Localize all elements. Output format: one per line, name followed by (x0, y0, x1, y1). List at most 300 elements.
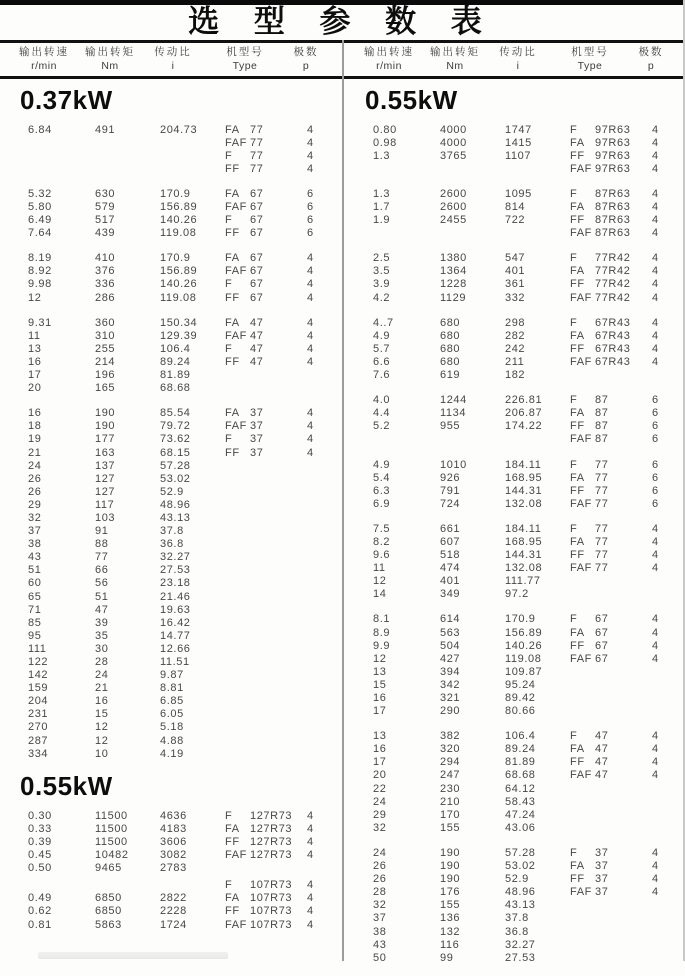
cell-type-model: 67R43 (595, 342, 631, 355)
cell-poles: 4 (652, 278, 659, 291)
cell-poles: 4 (652, 136, 659, 149)
cell-ratio: 1107 (505, 149, 532, 162)
cell-speed: 231 (28, 708, 49, 721)
cell-speed: 5.2 (373, 420, 391, 433)
cell-torque: 342 (440, 678, 461, 691)
table-row (345, 329, 685, 342)
right-column (345, 80, 685, 976)
cell-type-model: 77R42 (595, 291, 631, 304)
cell-type-model: 77 (250, 149, 264, 162)
cell-speed: 5.7 (373, 342, 391, 355)
table-row (0, 123, 343, 136)
cell-poles: 4 (307, 849, 314, 862)
cell-torque: 4000 (440, 136, 467, 149)
cell-poles: 4 (652, 291, 659, 304)
cell-poles: 4 (307, 420, 314, 433)
cell-poles: 6 (307, 201, 314, 214)
cell-speed: 12 (373, 575, 387, 588)
table-row (345, 420, 685, 433)
cell-torque: 137 (95, 459, 116, 472)
cell-poles: 4 (652, 123, 659, 136)
cell-ratio: 53.02 (505, 860, 536, 873)
table-row (0, 420, 343, 433)
cell-type-model: 107R73 (250, 905, 293, 918)
cell-speed: 8.92 (28, 265, 52, 278)
cell-ratio: 547 (505, 252, 526, 265)
cell-torque: 91 (95, 525, 109, 538)
table-row (345, 562, 685, 575)
row-group (0, 809, 343, 874)
cell-type-model: 97R63 (595, 136, 631, 149)
cell-type-model: 67 (250, 214, 264, 227)
cell-poles: 4 (307, 123, 314, 136)
table-row (0, 809, 343, 822)
table-row (345, 730, 685, 743)
cell-type-prefix: FAF (225, 329, 247, 342)
table-row (0, 200, 343, 213)
cell-poles: 6 (652, 420, 659, 433)
cell-speed: 4.0 (373, 394, 391, 407)
cell-torque: 579 (95, 201, 116, 214)
cell-speed: 32 (373, 821, 387, 834)
cell-ratio: 361 (505, 278, 526, 291)
cell-type-prefix: FAF (570, 497, 592, 510)
cell-torque: 11500 (95, 835, 128, 848)
cell-speed: 334 (28, 747, 49, 760)
cell-type-prefix: F (225, 214, 233, 227)
cell-poles: 4 (652, 613, 659, 626)
cell-ratio: 211 (505, 355, 525, 368)
table-row (345, 535, 685, 548)
cell-type-model: 77R42 (595, 265, 631, 278)
table-row (0, 369, 343, 382)
table-row (0, 342, 343, 355)
col-header-poles-unit: p (647, 60, 655, 72)
table-row (0, 459, 343, 472)
cell-torque: 190 (95, 407, 116, 420)
cell-poles: 4 (652, 265, 659, 278)
table-row (0, 329, 343, 342)
col-header-type-unit: Type (577, 60, 603, 72)
cell-type-model: 97R63 (595, 162, 631, 175)
table-row (345, 588, 685, 601)
cell-poles: 4 (307, 433, 314, 446)
cell-ratio: 16.42 (160, 616, 191, 629)
cell-type-prefix: FA (570, 407, 585, 420)
cell-type-model: 87 (595, 407, 609, 420)
cell-type-prefix: F (225, 278, 233, 291)
table-row (0, 291, 343, 304)
cell-speed: 13 (373, 665, 387, 678)
cell-torque: 680 (440, 355, 461, 368)
cell-speed: 18 (28, 420, 42, 433)
cell-torque: 155 (440, 821, 461, 834)
cell-torque: 4000 (440, 123, 467, 136)
cell-ratio: 401 (505, 265, 526, 278)
cell-type-model: 77 (595, 562, 609, 575)
cell-speed: 7.64 (28, 227, 52, 240)
cell-speed: 1.3 (373, 187, 391, 200)
cell-ratio: 19.63 (160, 603, 191, 616)
cell-type-prefix: F (570, 187, 578, 200)
cell-ratio: 226.81 (505, 394, 543, 407)
cell-speed: 5.32 (28, 187, 52, 200)
cell-poles: 6 (307, 187, 314, 200)
cell-ratio: 204.73 (160, 123, 198, 136)
cell-torque: 163 (95, 446, 116, 459)
cell-ratio: 1095 (505, 187, 532, 200)
col-header-ratio (487, 45, 549, 73)
cell-torque: 6850 (95, 892, 122, 905)
table-row (0, 214, 343, 227)
table-row (345, 743, 685, 756)
table-row (345, 691, 685, 704)
col-header-torque (421, 45, 489, 73)
cell-poles: 6 (307, 214, 314, 227)
cell-ratio: 168.95 (505, 471, 543, 484)
cell-poles: 4 (652, 252, 659, 265)
cell-ratio: 1747 (505, 123, 532, 136)
cell-speed: 16 (28, 407, 42, 420)
cell-ratio: 89.24 (160, 355, 191, 368)
cell-type-model: 87 (595, 394, 609, 407)
cell-torque: 518 (440, 549, 461, 562)
table-row (0, 525, 343, 538)
table-row (0, 382, 343, 395)
table-row (0, 433, 343, 446)
row-group (0, 123, 343, 175)
cell-speed: 159 (28, 682, 49, 695)
cell-torque: 103 (95, 511, 116, 524)
cell-torque: 680 (440, 342, 461, 355)
cell-speed: 29 (28, 498, 42, 511)
col-header-speed-label: 输出转速 (19, 46, 69, 58)
cell-torque: 439 (95, 227, 116, 240)
cell-speed: 0.39 (28, 835, 52, 848)
cell-torque: 77 (95, 551, 109, 564)
cell-type-prefix: FF (570, 342, 585, 355)
cell-poles: 4 (652, 860, 659, 873)
cell-poles: 4 (652, 522, 659, 535)
table-row (0, 835, 343, 848)
cell-torque: 21 (95, 682, 109, 695)
table-row (0, 734, 343, 747)
table-row (345, 756, 685, 769)
cell-poles: 4 (652, 149, 659, 162)
cell-speed: 43 (373, 938, 387, 951)
cell-torque: 177 (95, 433, 116, 446)
cell-speed: 71 (28, 603, 42, 616)
cell-torque: 88 (95, 538, 109, 551)
cell-torque: 190 (440, 873, 461, 886)
cell-torque: 427 (440, 652, 461, 665)
cell-torque: 5863 (95, 918, 122, 931)
table-row (0, 149, 343, 162)
col-header-speed (353, 45, 425, 73)
cell-type-model: 67 (595, 626, 609, 639)
cell-type-prefix: FF (225, 227, 240, 240)
cell-type-prefix: FAF (570, 355, 592, 368)
cell-poles: 4 (652, 162, 659, 175)
cell-poles: 4 (307, 879, 314, 892)
cell-type-prefix: F (225, 433, 233, 446)
table-row (345, 265, 685, 278)
cell-speed: 20 (373, 769, 387, 782)
table-row (0, 564, 343, 577)
cell-torque: 376 (95, 265, 116, 278)
row-group (345, 730, 685, 835)
cell-poles: 6 (652, 484, 659, 497)
section-heading: 0.37kW (20, 85, 113, 115)
cell-type-prefix: FAF (570, 162, 592, 175)
cell-torque: 136 (440, 912, 461, 925)
table-row (345, 227, 685, 240)
cell-ratio: 119.08 (160, 291, 197, 304)
cell-speed: 14 (373, 588, 387, 601)
cell-ratio: 89.42 (505, 692, 536, 705)
table-row (345, 522, 685, 535)
cell-torque: 1364 (440, 265, 467, 278)
cell-type-prefix: FF (570, 420, 585, 433)
cell-type-model: 77 (595, 471, 609, 484)
cell-torque: 680 (440, 316, 461, 329)
cell-poles: 4 (652, 652, 659, 665)
cell-speed: 19 (28, 433, 42, 446)
table-row (345, 278, 685, 291)
cell-poles: 4 (307, 446, 314, 459)
cell-ratio: 6.85 (160, 695, 184, 708)
cell-torque: 9465 (95, 862, 122, 875)
cell-speed: 4.4 (373, 407, 391, 420)
table-row (0, 227, 343, 240)
col-header-ratio (142, 45, 204, 73)
table-row (345, 187, 685, 200)
cell-type-prefix: F (225, 342, 233, 355)
cell-speed: 15 (373, 678, 387, 691)
table-row (345, 846, 685, 859)
cell-poles: 4 (652, 549, 659, 562)
cell-ratio: 140.26 (160, 214, 198, 227)
table-row (0, 278, 343, 291)
cell-ratio: 48.96 (160, 498, 191, 511)
table-row (345, 705, 685, 718)
cell-ratio: 36.8 (160, 538, 184, 551)
cell-ratio: 57.28 (505, 846, 536, 859)
cell-speed: 9.31 (28, 316, 52, 329)
cell-type-prefix: FAF (570, 227, 592, 240)
cell-poles: 4 (307, 355, 314, 368)
cell-poles: 4 (307, 822, 314, 835)
cell-ratio: 2228 (160, 905, 187, 918)
table-row (0, 862, 343, 875)
cell-type-prefix: FAF (225, 201, 247, 214)
cell-type-model: 67 (250, 265, 264, 278)
col-header-speed (8, 45, 80, 73)
cell-ratio: 140.26 (160, 278, 198, 291)
table-row (345, 821, 685, 834)
cell-type-model: 47 (250, 316, 264, 329)
table-row (345, 471, 685, 484)
table-row (0, 918, 343, 931)
table-row (0, 355, 343, 368)
cell-speed: 6.3 (373, 484, 391, 497)
cell-type-prefix: FA (570, 626, 585, 639)
cell-type-model: 37 (595, 886, 609, 899)
cell-ratio: 80.66 (505, 705, 536, 718)
cell-ratio: 3082 (160, 849, 187, 862)
cell-speed: 2.5 (373, 252, 391, 265)
cell-type-prefix: F (570, 846, 578, 859)
cell-poles: 4 (652, 886, 659, 899)
cell-speed: 0.50 (28, 862, 52, 875)
cell-torque: 39 (95, 616, 109, 629)
cell-type-model: 107R73 (250, 918, 293, 931)
cell-ratio: 242 (505, 342, 526, 355)
table-row (345, 123, 685, 136)
cell-torque: 2600 (440, 201, 467, 214)
col-header-ratio-unit: i (171, 60, 175, 72)
cell-torque: 11500 (95, 809, 128, 822)
page-title: 选 型 参 数 表 (188, 4, 495, 39)
cell-speed: 11 (373, 562, 386, 575)
cell-speed: 13 (373, 730, 387, 743)
cell-type-model: 47 (595, 743, 609, 756)
cell-poles: 4 (652, 846, 659, 859)
cell-type-model: 127R73 (250, 849, 293, 862)
cell-poles: 4 (652, 562, 659, 575)
cell-torque: 1244 (440, 394, 467, 407)
cell-type-model: 77R42 (595, 278, 631, 291)
table-row (345, 316, 685, 329)
cell-type-prefix: FA (225, 892, 240, 905)
cell-torque: 155 (440, 899, 461, 912)
cell-type-model: 87R63 (595, 201, 631, 214)
cell-poles: 4 (652, 227, 659, 240)
cell-speed: 17 (373, 705, 387, 718)
cell-speed: 6.84 (28, 123, 52, 136)
cell-ratio: 111.77 (505, 575, 541, 588)
cell-type-prefix: FAF (225, 849, 247, 862)
cell-torque: 11500 (95, 822, 128, 835)
cell-type-model: 107R73 (250, 892, 293, 905)
cell-torque: 10482 (95, 849, 129, 862)
row-group (345, 316, 685, 381)
cell-poles: 4 (652, 743, 659, 756)
col-header-type-unit: Type (232, 60, 258, 72)
cell-type-model: 67 (250, 201, 264, 214)
left-column (0, 80, 343, 943)
cell-speed: 1.7 (373, 201, 391, 214)
cell-torque: 1010 (440, 458, 467, 471)
cell-speed: 16 (373, 692, 387, 705)
cell-speed: 13 (28, 342, 42, 355)
cell-type-model: 77 (595, 484, 609, 497)
cell-type-model: 67 (250, 278, 264, 291)
table-row (0, 407, 343, 420)
cell-ratio: 9.87 (160, 669, 184, 682)
cell-torque: 255 (95, 342, 116, 355)
cell-ratio: 150.34 (160, 316, 198, 329)
cell-speed: 9.6 (373, 549, 391, 562)
cell-type-prefix: F (570, 730, 578, 743)
cell-ratio: 722 (505, 214, 526, 227)
table-row (345, 938, 685, 951)
cell-type-model: 87 (595, 433, 609, 446)
cell-poles: 6 (652, 433, 659, 446)
cell-ratio: 132.08 (505, 562, 543, 575)
cell-type-prefix: FF (570, 214, 585, 227)
col-header-torque-label: 输出转矩 (430, 46, 480, 58)
col-header-poles-unit: p (302, 60, 310, 72)
cell-ratio: 73.62 (160, 433, 191, 446)
table-row (0, 187, 343, 200)
cell-speed: 287 (28, 734, 49, 747)
cell-poles: 4 (307, 265, 314, 278)
cell-ratio: 32.27 (505, 938, 536, 951)
table-row (0, 162, 343, 175)
cell-ratio: 5.18 (160, 721, 184, 734)
cell-speed: 0.98 (373, 136, 397, 149)
cell-speed: 3.5 (373, 265, 391, 278)
cell-type-prefix: F (570, 458, 578, 471)
table-row (0, 616, 343, 629)
cell-ratio: 81.89 (160, 369, 191, 382)
cell-ratio: 174.22 (505, 420, 543, 433)
cell-type-prefix: FA (570, 535, 585, 548)
table-row (345, 162, 685, 175)
cell-torque: 214 (95, 355, 116, 368)
cell-speed: 17 (373, 756, 387, 769)
cell-type-prefix: FAF (225, 136, 247, 149)
cell-torque: 607 (440, 535, 461, 548)
cell-torque: 1228 (440, 278, 467, 291)
cell-type-prefix: F (570, 316, 578, 329)
cell-type-prefix: FF (225, 446, 240, 459)
cell-torque: 2600 (440, 187, 467, 200)
cell-poles: 4 (652, 756, 659, 769)
cell-ratio: 106.4 (160, 342, 191, 355)
cell-speed: 5.4 (373, 471, 391, 484)
cell-type-prefix: FAF (225, 420, 247, 433)
cell-speed: 24 (373, 846, 387, 859)
cell-torque: 286 (95, 291, 116, 304)
cell-torque: 24 (95, 669, 109, 682)
cell-speed: 8.9 (373, 626, 391, 639)
cell-ratio: 32.27 (160, 551, 191, 564)
cell-poles: 4 (307, 905, 314, 918)
table-row (345, 394, 685, 407)
cell-speed: 22 (373, 782, 387, 795)
cell-torque: 321 (440, 692, 461, 705)
cell-ratio: 184.11 (505, 522, 542, 535)
cell-type-model: 67R43 (595, 316, 631, 329)
cell-ratio: 156.89 (160, 265, 198, 278)
table-row (345, 369, 685, 382)
cell-poles: 4 (307, 342, 314, 355)
table-row (345, 769, 685, 782)
cell-type-prefix: FF (570, 549, 585, 562)
table-row (345, 407, 685, 420)
cell-poles: 4 (652, 214, 659, 227)
cell-type-prefix: F (225, 149, 233, 162)
table-row (0, 485, 343, 498)
cell-ratio: 170.9 (160, 187, 191, 200)
cell-type-prefix: F (570, 123, 578, 136)
cell-ratio: 37.8 (505, 912, 529, 925)
cell-type-prefix: FA (225, 407, 240, 420)
cell-speed: 24 (28, 459, 42, 472)
col-header-poles (285, 45, 327, 73)
